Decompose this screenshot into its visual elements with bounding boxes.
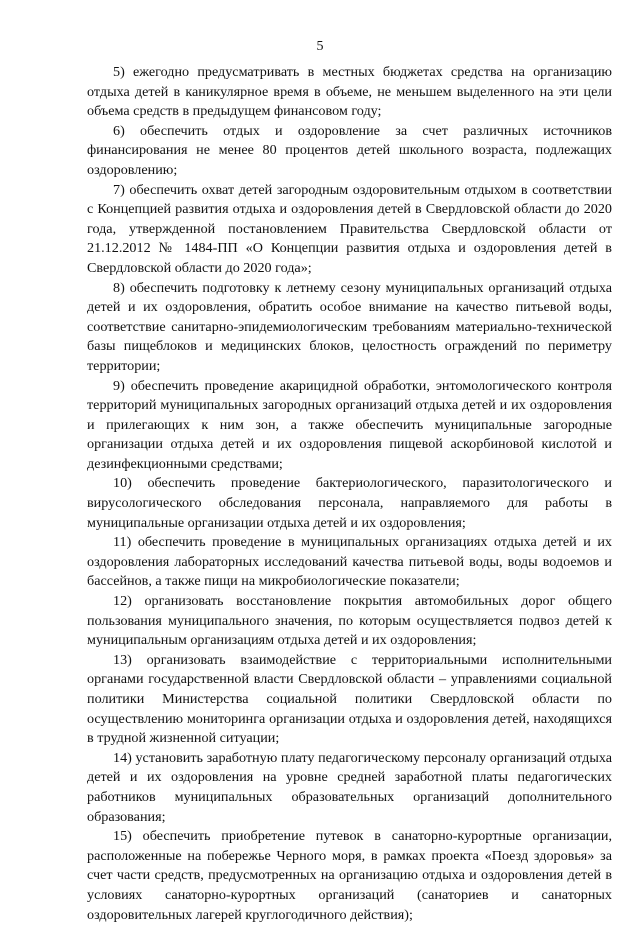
paragraph-item-11: 11) обеспечить проведение в муниципальных организациях отдыха детей и их оздоровления лабораторных исследований качества питьевой воды, воды водоемов и бассейнов, а также пищи на микробиологические показатели; [87, 534, 612, 590]
paragraph-item-6: 6) обеспечить отдых и оздоровление за счет различных источников финансирования не менее 80 процентов детей школьного возраста, подлежащих оздоровлению; [87, 122, 612, 178]
document-body [87, 63, 612, 925]
paragraph-item-12: 12) организовать восстановление покрытия автомобильных дорог общего пользования муниципального значения, по которым осуществляется подвоз детей к муниципальным организациям отдыха детей и их оздоровления; [87, 593, 612, 649]
paragraph-item-15: 15) обеспечить приобретение путевок в санаторно-курортные организации, расположенные на побережье Черного моря, в рамках проекта «Поезд здоровья» за счет части средств, предусмотренных на организацию отдыха и оздоровления детей в условиях санаторно-курортных организаций (санаториев и санаторных оздоровительных лагерей круглогодичного действия); [87, 828, 612, 923]
paragraph-item-10: 10) обеспечить проведение бактериологического, паразитологического и вирусологического обследования персонала, направляемого для работы в муниципальные организации отдыха детей и их оздоровления; [87, 475, 612, 531]
paragraph-item-5: 5) ежегодно предусматривать в местных бюджетах средства на организацию отдыха детей в каникулярное время в объеме, не меньшем выделенного на эти цели объема средств в предыдущем финансовом году; [87, 64, 612, 120]
paragraph-item-14: 14) установить заработную плату педагогическому персоналу организаций отдыха детей и их оздоровления на уровне средней заработной платы педагогических работников муниципальных образовательных организаций дополнительного образования; [87, 749, 612, 825]
paragraph-item-13: 13) организовать взаимодействие с территориальными исполнительными органами государственной власти Свердловской области – управлениями социальной политики Министерства социальной политики Свердловской области по осуществлению мониторинга организации отдыха и оздоровления детей, находящихся в трудной жизненной ситуации; [87, 651, 612, 747]
page-number: 5 [316, 39, 324, 54]
paragraph-item-9: 9) обеспечить проведение акарицидной обработки, энтомологического контроля территорий муниципальных загородных организаций отдыха детей и их оздоровления и прилегающих к ним зон, а также обеспечить муниципальные загородные организации отдыха детей и их оздоровления пищевой аскорбиновой кислотой и дезинфекционными средствами; [87, 377, 612, 472]
paragraph-item-7: 7) обеспечить охват детей загородным оздоровительным отдыхом в соответствии с Концепцией развития отдыха и оздоровления детей в Свердловской области до 2020 года, утвержденной постановлением Правительства Свердловской области от 21.12.2012 № 1484-ПП «О Концепции развития отдыха и оздоровления детей в Свердловской области до 2020 года»; [87, 181, 612, 276]
paragraph-item-8: 8) обеспечить подготовку к летнему сезону муниципальных организаций отдыха детей и их оздоровления, обратить особое внимание на качество питьевой воды, соответствие санитарно-эпидемиологическим требованиям материально-технической базы пищеблоков и медицинских блоков, целостность ограждений по периметру территории; [87, 279, 612, 374]
